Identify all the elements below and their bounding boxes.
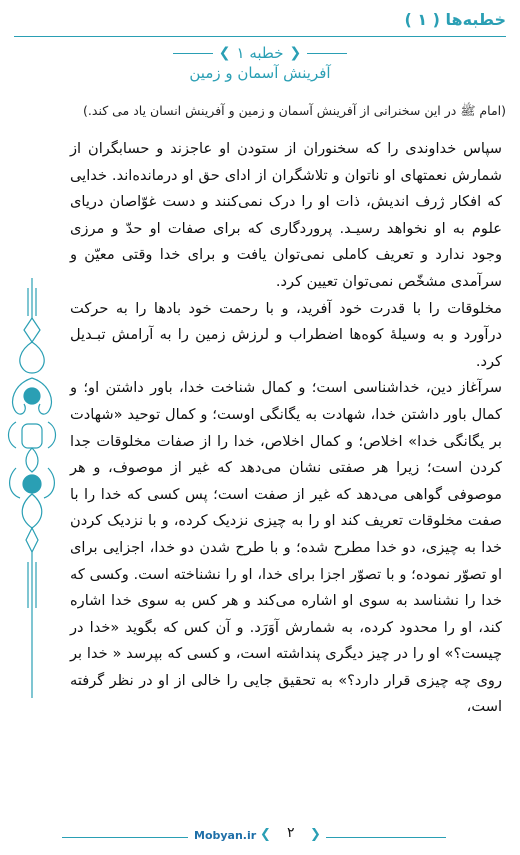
divider-line-left [173,53,213,54]
page-footer [0,827,520,847]
sermon-body [70,136,502,721]
divider-line-right [307,53,347,54]
footer-divider-right [326,837,446,838]
ornament-curl-icon: ❮ [218,45,231,61]
paragraph: سرآغاز دین، خداشناسی است؛ و کمال شناخت خدا، باور داشتن او؛ و کمال باور داشتن خدا، شهادت به یگانگی اوست؛ و کمال توحید «شهادت بر یگانگی خدا» اخلاص؛ و کمال اخلاص، خدا را از صفات مخلوقات جدا کردن است؛ زیرا هر صفتی نشان می‌دهد که غیر از موصوف، و هر موصوفی گواهی می‌دهد که غیر از صفت است؛ پس کسی که خدا را با صفت مخلوقات تعریف کند او را به چیزی نزدیک کرده، و با نزدیک کردن خدا به چیزی، دو خدا مطرح شده؛ و با طرح شدن دو خدا، اجزایی برای او تصوّر نموده؛ و با تصوّر اجزا برای خدا، او را نشناخته است. وکسی که خدا را نشناسد به سوی او اشاره می‌کند و هر کس به سوی خدا اشاره کند، او را محدود کرده، به شمارش آوَرَد. و آن کس که بگوید «خدا در چیست؟» او را در چیز دیگری پنداشته است، و کسی که بپرسد « خدا بر روی چه چیزی قرار دارد؟» به تحقیق جایی را خالی از او در نظر گرفته است، [70,379,502,716]
side-ornament-icon [2,278,62,698]
sermon-title-row [0,44,520,62]
ornament-curl-icon: ❮ [260,827,271,842]
paragraph: مخلوقات را با قدرت خود آفرید، و با رحمت خود بادها را به حرکت درآورد و به وسیلۀ کوه‌ها اضطراب و لرزش زمین را به آرامش تبـدیل کرد. [70,299,502,370]
paragraph: سپاس خداوندی را که سخنوران از ستودن او عاجزند و حسابگران از شمارش نعمتهای او ناتوان و تلاشگران از ادای حق او درمانده‌اند. خدایی که افکار ژرف اندیش، ذات او را درک نمی‌کنند و دست غوّاصان دریای علوم به او نخواهد رسیـد. پروردگاری که برای صفات او حدّ و مرزی وجود ندارد و تعریف کاملی نمی‌توان یافت و برای خدا وقتی معیّن و سرآمدی مشخّص نمی‌توان تعیین کرد. [70,140,502,290]
sermon-title-block [0,44,520,82]
sermon-number: خطبه ۱ [236,44,284,62]
sermon-intro: (امام ﷺ در این سخنرانی از آفرینش آسمان و زمین و آفرینش انسان یاد می کند.) [83,103,506,118]
site-brand: Mobyan.ir [194,829,257,842]
footer-divider-left [62,837,188,838]
sermon-subtitle: آفرینش آسمان و زمین [189,64,331,82]
ornament-curl-icon: ❯ [289,45,302,61]
header-title: خطبه‌ها ( ۱ ) [404,10,506,29]
ornament-curl-icon: ❯ [310,827,321,842]
page-number: ۲ [287,825,295,841]
page-header [14,6,506,37]
